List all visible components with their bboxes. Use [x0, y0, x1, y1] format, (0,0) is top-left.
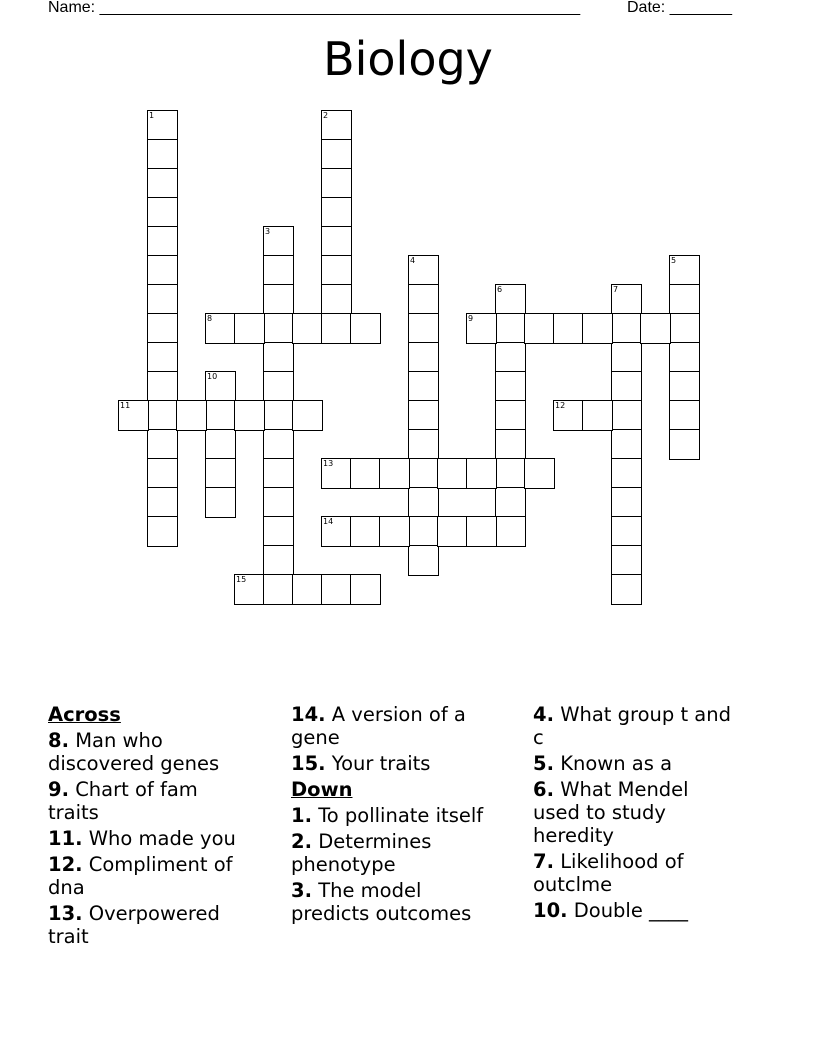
grid-cell[interactable] [234, 574, 265, 605]
grid-cell[interactable] [147, 400, 178, 431]
grid-cell[interactable] [263, 313, 294, 344]
clue-number: 10. [533, 899, 568, 922]
clue-number: 4. [533, 703, 554, 726]
grid-cell[interactable] [495, 342, 526, 373]
grid-cell[interactable] [379, 516, 410, 547]
grid-cell[interactable] [176, 400, 207, 431]
grid-cell[interactable] [205, 371, 236, 402]
grid-cell[interactable] [147, 168, 178, 199]
grid-cell[interactable] [669, 255, 700, 286]
grid-cell[interactable] [466, 313, 497, 344]
cell-number: 12 [555, 401, 566, 410]
clue-across-9 [48, 778, 253, 824]
grid-cell[interactable] [495, 284, 526, 315]
clue-number: 1. [291, 804, 312, 827]
cell-number: 9 [468, 314, 474, 323]
clue-column-3 [533, 703, 738, 925]
grid-cell[interactable] [263, 284, 294, 315]
grid-cell[interactable] [118, 400, 149, 431]
grid-cell[interactable] [263, 487, 294, 518]
grid-cell[interactable] [495, 487, 526, 518]
grid-cell[interactable] [263, 429, 294, 460]
grid-cell[interactable] [611, 545, 642, 576]
date-field-label: Date: _______ [627, 0, 732, 16]
grid-cell[interactable] [205, 313, 236, 344]
grid-cell[interactable] [408, 284, 439, 315]
grid-cell[interactable] [263, 545, 294, 576]
grid-cell[interactable] [611, 516, 642, 547]
grid-cell[interactable] [147, 487, 178, 518]
grid-cell[interactable] [147, 516, 178, 547]
clue-text: Chart of fam traits [48, 778, 198, 824]
clue-across-13 [48, 902, 253, 948]
clue-down-7 [533, 850, 738, 896]
grid-cell[interactable] [640, 313, 671, 344]
cell-number: 15 [236, 575, 247, 584]
grid-cell[interactable] [147, 371, 178, 402]
clue-text: To pollinate itself [318, 804, 484, 827]
grid-cell[interactable] [611, 574, 642, 605]
grid-cell[interactable] [408, 429, 439, 460]
grid-cell[interactable] [147, 197, 178, 228]
grid-cell[interactable] [321, 110, 352, 141]
grid-cell[interactable] [408, 458, 439, 489]
grid-cell[interactable] [263, 371, 294, 402]
grid-cell[interactable] [524, 458, 555, 489]
clue-down-3 [291, 879, 496, 925]
grid-cell[interactable] [408, 255, 439, 286]
cell-number: 6 [497, 285, 503, 294]
grid-cell[interactable] [408, 313, 439, 344]
clue-number: 7. [533, 850, 554, 873]
grid-cell[interactable] [321, 255, 352, 286]
grid-cell[interactable] [263, 226, 294, 257]
grid-cell[interactable] [147, 342, 178, 373]
grid-cell[interactable] [321, 284, 352, 315]
grid-cell[interactable] [611, 429, 642, 460]
grid-cell[interactable] [350, 516, 381, 547]
grid-cell[interactable] [205, 458, 236, 489]
clue-number: 15. [291, 752, 326, 775]
grid-cell[interactable] [263, 255, 294, 286]
clue-text: Man who discovered genes [48, 729, 220, 775]
clue-text: Known as a [560, 752, 673, 775]
cell-number: 4 [410, 256, 416, 265]
grid-cell[interactable] [147, 429, 178, 460]
grid-cell[interactable] [147, 139, 178, 170]
grid-cell[interactable] [350, 458, 381, 489]
grid-cell[interactable] [321, 197, 352, 228]
grid-cell[interactable] [669, 342, 700, 373]
cell-number: 14 [323, 517, 334, 526]
clue-down-6 [533, 778, 738, 847]
grid-cell[interactable] [321, 139, 352, 170]
grid-cell[interactable] [147, 255, 178, 286]
clue-number: 11. [48, 827, 83, 850]
grid-cell[interactable] [147, 458, 178, 489]
grid-cell[interactable] [408, 516, 439, 547]
cell-number: 3 [265, 227, 271, 236]
grid-cell[interactable] [321, 313, 352, 344]
grid-cell[interactable] [408, 400, 439, 431]
grid-cell[interactable] [611, 284, 642, 315]
cell-number: 7 [613, 285, 619, 294]
grid-cell[interactable] [205, 487, 236, 518]
grid-cell[interactable] [611, 371, 642, 402]
clue-down-4 [533, 703, 738, 749]
clue-number: 5. [533, 752, 554, 775]
grid-cell[interactable] [611, 400, 642, 431]
grid-cell[interactable] [669, 429, 700, 460]
cell-number: 2 [323, 111, 329, 120]
clue-across-11 [48, 827, 253, 850]
grid-cell[interactable] [466, 458, 497, 489]
clue-text: Overpowered trait [48, 902, 220, 948]
grid-cell[interactable] [611, 487, 642, 518]
clue-down-2 [291, 830, 496, 876]
page-title: Biology [323, 32, 493, 86]
grid-cell[interactable] [495, 516, 526, 547]
grid-cell[interactable] [205, 429, 236, 460]
grid-cell[interactable] [582, 400, 613, 431]
clue-column-2 [291, 703, 496, 928]
grid-cell[interactable] [669, 371, 700, 402]
grid-cell[interactable] [263, 342, 294, 373]
grid-cell[interactable] [495, 313, 526, 344]
clue-across-14 [291, 703, 496, 749]
clue-number: 6. [533, 778, 554, 801]
clue-down-10 [533, 899, 738, 922]
grid-cell[interactable] [321, 168, 352, 199]
grid-cell[interactable] [408, 342, 439, 373]
grid-cell[interactable] [321, 516, 352, 547]
clue-column-1 [48, 703, 253, 951]
grid-cell[interactable] [147, 226, 178, 257]
grid-cell[interactable] [205, 400, 236, 431]
name-field-label: Name: ______________________________________________________ [48, 0, 581, 16]
grid-cell[interactable] [495, 458, 526, 489]
grid-cell[interactable] [263, 516, 294, 547]
clue-text: The model predicts outcomes [291, 879, 472, 925]
clue-across-12 [48, 853, 253, 899]
grid-cell[interactable] [495, 429, 526, 460]
clue-text: What group t and c [533, 703, 731, 749]
grid-cell[interactable] [147, 313, 178, 344]
grid-cell[interactable] [611, 458, 642, 489]
grid-cell[interactable] [234, 400, 265, 431]
clue-text: Determines phenotype [291, 830, 432, 876]
grid-cell[interactable] [379, 458, 410, 489]
clue-number: 9. [48, 778, 69, 801]
clue-text: Who made you [88, 827, 236, 850]
grid-cell[interactable] [147, 284, 178, 315]
grid-cell[interactable] [321, 226, 352, 257]
cell-number: 1 [149, 111, 155, 120]
grid-cell[interactable] [437, 516, 468, 547]
grid-cell[interactable] [292, 313, 323, 344]
grid-cell[interactable] [292, 400, 323, 431]
clue-text: Likelihood of outclme [533, 850, 684, 896]
grid-cell[interactable] [495, 400, 526, 431]
clue-across-15 [291, 752, 496, 775]
grid-cell[interactable] [669, 313, 700, 344]
grid-cell[interactable] [495, 371, 526, 402]
clue-number: 12. [48, 853, 83, 876]
grid-cell[interactable] [350, 313, 381, 344]
clue-down-5 [533, 752, 738, 775]
grid-cell[interactable] [582, 313, 613, 344]
grid-cell[interactable] [321, 458, 352, 489]
grid-cell[interactable] [553, 400, 584, 431]
grid-cell[interactable] [350, 574, 381, 605]
grid-cell[interactable] [437, 458, 468, 489]
grid-cell[interactable] [524, 313, 555, 344]
clue-text: A version of a gene [291, 703, 466, 749]
cell-number: 11 [120, 401, 131, 410]
clue-across-8 [48, 729, 253, 775]
down-heading: Down [291, 778, 353, 801]
grid-cell[interactable] [321, 574, 352, 605]
grid-cell[interactable] [263, 574, 294, 605]
grid-cell[interactable] [263, 458, 294, 489]
across-heading: Across [48, 703, 121, 726]
cell-number: 13 [323, 459, 334, 468]
cell-number: 5 [671, 256, 677, 265]
grid-cell[interactable] [466, 516, 497, 547]
grid-cell[interactable] [408, 545, 439, 576]
grid-cell[interactable] [669, 400, 700, 431]
grid-cell[interactable] [553, 313, 584, 344]
grid-cell[interactable] [292, 574, 323, 605]
grid-cell[interactable] [263, 400, 294, 431]
clue-text: Double ____ [573, 899, 689, 922]
clue-number: 8. [48, 729, 69, 752]
grid-cell[interactable] [147, 110, 178, 141]
clue-number: 13. [48, 902, 83, 925]
grid-cell[interactable] [611, 342, 642, 373]
clue-text: Your traits [331, 752, 431, 775]
grid-cell[interactable] [234, 313, 265, 344]
clue-number: 3. [291, 879, 312, 902]
clue-text: Compliment of dna [48, 853, 233, 899]
cell-number: 10 [207, 372, 218, 381]
grid-cell[interactable] [408, 371, 439, 402]
grid-cell[interactable] [669, 284, 700, 315]
clue-text: What Mendel used to study heredity [533, 778, 689, 847]
grid-cell[interactable] [408, 487, 439, 518]
clue-number: 2. [291, 830, 312, 853]
clue-number: 14. [291, 703, 326, 726]
grid-cell[interactable] [611, 313, 642, 344]
clue-down-1 [291, 804, 496, 827]
cell-number: 8 [207, 314, 213, 323]
